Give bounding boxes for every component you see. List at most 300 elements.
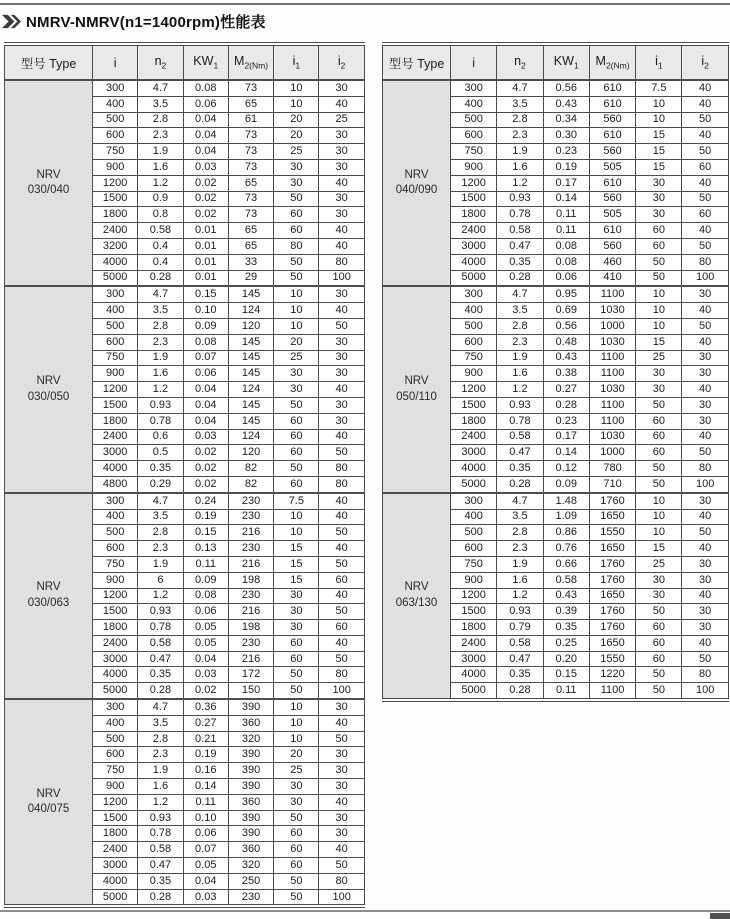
data-cell: 80 (274, 238, 319, 254)
data-cell: 100 (319, 683, 364, 699)
data-cell: 0.79 (497, 620, 543, 636)
data-cell: 4.7 (138, 493, 183, 509)
data-cell: 30 (319, 779, 364, 795)
data-cell: 216 (228, 556, 273, 572)
data-cell: 0.58 (138, 223, 183, 239)
data-cell: 60 (274, 429, 319, 445)
model-series: NRV (36, 787, 61, 800)
data-cell: 0.6 (138, 429, 183, 445)
data-cell: 10 (636, 303, 682, 319)
data-cell: 50 (319, 445, 364, 461)
data-cell: 0.11 (183, 556, 228, 572)
data-cell: 2400 (451, 223, 497, 239)
data-cell: 2400 (451, 635, 497, 651)
data-cell: 0.47 (497, 238, 543, 254)
data-cell: 0.58 (138, 842, 183, 858)
data-cell: 40 (319, 238, 364, 254)
data-cell: 40 (682, 541, 728, 557)
data-cell: 0.56 (543, 318, 589, 334)
data-cell: 60 (636, 620, 682, 636)
data-cell: 750 (451, 556, 497, 572)
data-cell: 10 (274, 699, 319, 715)
table-row (383, 493, 729, 509)
data-cell: 1030 (589, 334, 635, 350)
data-cell: 30 (682, 556, 728, 572)
data-cell: 0.35 (138, 667, 183, 683)
data-cell: 0.47 (138, 651, 183, 667)
data-cell: 0.76 (543, 541, 589, 557)
data-cell: 30 (682, 366, 728, 382)
data-cell: 0.19 (183, 747, 228, 763)
data-cell: 4000 (93, 873, 138, 889)
data-cell: 30 (682, 493, 728, 509)
data-cell: 1100 (589, 350, 635, 366)
data-cell: 300 (93, 286, 138, 302)
data-cell: 4.7 (497, 80, 543, 96)
data-cell: 1.6 (497, 366, 543, 382)
data-cell: 0.36 (183, 699, 228, 715)
data-cell: 500 (93, 731, 138, 747)
data-cell: 0.13 (183, 541, 228, 557)
data-cell: 0.04 (183, 873, 228, 889)
data-cell: 30 (319, 144, 364, 160)
data-cell: 61 (228, 112, 273, 128)
data-cell: 1.09 (543, 509, 589, 525)
data-cell: 65 (228, 175, 273, 191)
table-row (5, 80, 365, 96)
data-cell: 0.03 (183, 889, 228, 906)
data-cell: 0.04 (183, 112, 228, 128)
data-cell: 300 (93, 699, 138, 715)
data-cell: 50 (319, 731, 364, 747)
data-cell: 2400 (93, 223, 138, 239)
data-cell: 2.3 (138, 747, 183, 763)
data-cell: 50 (319, 556, 364, 572)
data-cell: 0.56 (543, 80, 589, 96)
data-cell: 0.20 (543, 651, 589, 667)
data-cell: 3.5 (138, 509, 183, 525)
data-cell: 230 (228, 588, 273, 604)
data-cell: 1800 (451, 620, 497, 636)
data-cell: 60 (636, 651, 682, 667)
data-cell: 50 (319, 651, 364, 667)
data-cell: 560 (589, 144, 635, 160)
data-cell: 198 (228, 620, 273, 636)
data-cell: 50 (636, 397, 682, 413)
data-cell: 40 (682, 96, 728, 112)
data-cell: 50 (319, 858, 364, 874)
data-cell: 0.05 (183, 635, 228, 651)
model-size: 040/075 (27, 803, 70, 816)
data-cell: 390 (228, 779, 273, 795)
data-cell: 4000 (451, 667, 497, 683)
data-cell: 1200 (93, 794, 138, 810)
data-cell: 60 (636, 429, 682, 445)
data-cell: 1.9 (138, 350, 183, 366)
data-cell: 40 (682, 429, 728, 445)
data-cell: 2.3 (497, 128, 543, 144)
data-cell: 5000 (451, 270, 497, 286)
data-cell: 0.28 (497, 683, 543, 700)
column-header: $i_2$ (682, 44, 728, 80)
data-cell: 1.48 (543, 493, 589, 509)
data-cell: 0.12 (543, 461, 589, 477)
data-cell: 60 (274, 826, 319, 842)
data-cell: 1500 (451, 191, 497, 207)
data-cell: 25 (274, 350, 319, 366)
data-cell: 0.9 (138, 191, 183, 207)
data-cell: 25 (319, 112, 364, 128)
data-cell: 900 (93, 366, 138, 382)
data-cell: 124 (228, 429, 273, 445)
model-cell (383, 493, 451, 700)
data-cell: 0.66 (543, 556, 589, 572)
data-cell: 0.09 (183, 572, 228, 588)
data-cell: 0.47 (497, 651, 543, 667)
data-cell: 30 (636, 207, 682, 223)
data-cell: 1.9 (497, 556, 543, 572)
data-cell: 30 (636, 382, 682, 398)
data-cell: 0.24 (183, 493, 228, 509)
data-cell: 0.06 (183, 604, 228, 620)
data-cell: 0.8 (138, 207, 183, 223)
data-cell: 400 (93, 509, 138, 525)
data-cell: 0.23 (543, 413, 589, 429)
data-cell: 30 (319, 350, 364, 366)
data-cell: 0.28 (543, 397, 589, 413)
data-cell: 60 (682, 159, 728, 175)
data-cell: 0.04 (183, 413, 228, 429)
data-cell: 30 (682, 620, 728, 636)
data-cell: 0.39 (543, 604, 589, 620)
data-cell: 30 (274, 382, 319, 398)
data-cell: 0.15 (543, 667, 589, 683)
data-cell: 82 (228, 476, 273, 492)
data-cell: 500 (93, 112, 138, 128)
data-cell: 50 (319, 318, 364, 334)
data-cell: 50 (274, 667, 319, 683)
data-cell: 1500 (451, 604, 497, 620)
data-cell: 3.5 (138, 715, 183, 731)
data-cell: 600 (93, 128, 138, 144)
model-size: 030/050 (27, 390, 70, 403)
data-cell: 40 (682, 509, 728, 525)
data-cell: 0.86 (543, 525, 589, 541)
data-cell: 0.93 (497, 191, 543, 207)
data-cell: 1650 (589, 588, 635, 604)
data-cell: 300 (451, 80, 497, 96)
data-cell: 40 (319, 96, 364, 112)
column-header: $M_{2(Nm)}$ (589, 44, 635, 80)
data-cell: 80 (682, 461, 728, 477)
data-cell: 500 (451, 112, 497, 128)
data-cell: 0.28 (497, 270, 543, 286)
data-cell: 0.03 (183, 159, 228, 175)
data-cell: 73 (228, 128, 273, 144)
data-cell: 40 (319, 493, 364, 509)
data-cell: 390 (228, 810, 273, 826)
data-cell: 65 (228, 96, 273, 112)
data-cell: 15 (636, 144, 682, 160)
data-cell: 0.69 (543, 303, 589, 319)
data-cell: 40 (319, 794, 364, 810)
data-cell: 30 (636, 366, 682, 382)
data-cell: 1800 (93, 826, 138, 842)
data-cell: 15 (274, 556, 319, 572)
data-cell: 30 (319, 747, 364, 763)
data-cell: 10 (636, 509, 682, 525)
data-cell: 1.2 (497, 588, 543, 604)
data-cell: 2400 (93, 842, 138, 858)
data-cell: 15 (274, 541, 319, 557)
data-cell: 0.07 (183, 350, 228, 366)
data-cell: 1.6 (138, 159, 183, 175)
data-cell: 30 (274, 588, 319, 604)
column-header: i (93, 44, 138, 80)
data-cell: 390 (228, 763, 273, 779)
data-cell: 50 (682, 238, 728, 254)
column-header: $M_{2(Nm)}$ (228, 44, 273, 80)
data-cell: 10 (274, 715, 319, 731)
data-cell: 30 (319, 159, 364, 175)
data-cell: 2.3 (138, 541, 183, 557)
model-cell (5, 493, 93, 699)
data-cell: 73 (228, 207, 273, 223)
data-cell: 145 (228, 397, 273, 413)
title-row (2, 11, 266, 32)
data-cell: 600 (451, 334, 497, 350)
data-cell: 1650 (589, 509, 635, 525)
data-cell: 0.02 (183, 683, 228, 699)
data-cell: 230 (228, 541, 273, 557)
data-cell: 50 (636, 476, 682, 492)
data-cell: 1100 (589, 397, 635, 413)
model-series: NRV (36, 168, 61, 181)
column-header: $n_2$ (138, 44, 183, 80)
data-cell: 0.43 (543, 350, 589, 366)
data-cell: 0.4 (138, 254, 183, 270)
data-cell: 100 (319, 889, 364, 906)
data-cell: 30 (319, 826, 364, 842)
data-cell: 50 (319, 604, 364, 620)
data-cell: 400 (93, 96, 138, 112)
data-cell: 500 (451, 318, 497, 334)
performance-table-left (4, 42, 365, 908)
data-cell: 410 (589, 270, 635, 286)
data-cell: 20 (274, 747, 319, 763)
data-cell: 80 (319, 667, 364, 683)
data-cell: 60 (319, 620, 364, 636)
data-cell: 5000 (451, 476, 497, 492)
data-cell: 172 (228, 667, 273, 683)
data-cell: 1030 (589, 382, 635, 398)
data-cell: 30 (274, 620, 319, 636)
model-cell (5, 286, 93, 492)
data-cell: 600 (93, 334, 138, 350)
data-cell: 390 (228, 826, 273, 842)
data-cell: 0.08 (183, 334, 228, 350)
data-cell: 2.3 (497, 334, 543, 350)
data-cell: 710 (589, 476, 635, 492)
data-cell: 50 (636, 270, 682, 286)
data-cell: 10 (274, 509, 319, 525)
page-top-rule (0, 3, 730, 5)
column-header: i (451, 44, 497, 80)
data-cell: 400 (451, 509, 497, 525)
data-cell: 50 (636, 683, 682, 700)
data-cell: 900 (451, 159, 497, 175)
data-cell: 7.5 (636, 80, 682, 96)
data-cell: 0.03 (183, 429, 228, 445)
data-cell: 40 (319, 303, 364, 319)
double-chevron-right-icon (2, 14, 21, 29)
data-cell: 1500 (451, 397, 497, 413)
data-cell: 73 (228, 191, 273, 207)
page-bottom-rule (0, 910, 730, 912)
data-cell: 60 (274, 223, 319, 239)
data-cell: 4.7 (497, 286, 543, 302)
model-series: NRV (404, 168, 429, 181)
data-cell: 2.3 (497, 541, 543, 557)
data-cell: 120 (228, 445, 273, 461)
data-cell: 65 (228, 238, 273, 254)
data-cell: 0.35 (138, 461, 183, 477)
data-cell: 0.78 (138, 620, 183, 636)
data-cell: 10 (274, 731, 319, 747)
data-cell: 320 (228, 731, 273, 747)
data-cell: 20 (274, 334, 319, 350)
data-cell: 3000 (451, 445, 497, 461)
data-cell: 1100 (589, 366, 635, 382)
data-cell: 0.01 (183, 238, 228, 254)
data-cell: 610 (589, 128, 635, 144)
data-cell: 1.9 (497, 350, 543, 366)
column-header: $KW_1$ (543, 44, 589, 80)
data-cell: 2.8 (138, 731, 183, 747)
data-cell: 0.43 (543, 588, 589, 604)
data-cell: 1220 (589, 667, 635, 683)
data-cell: 1500 (93, 191, 138, 207)
data-cell: 40 (682, 175, 728, 191)
data-cell: 300 (451, 286, 497, 302)
data-cell: 2.8 (138, 112, 183, 128)
data-cell: 1030 (589, 429, 635, 445)
data-cell: 0.11 (543, 207, 589, 223)
data-cell: 900 (93, 572, 138, 588)
model-series: NRV (404, 581, 429, 594)
data-cell: 60 (636, 413, 682, 429)
data-cell: 2400 (93, 429, 138, 445)
data-cell: 10 (274, 525, 319, 541)
data-cell: 50 (274, 397, 319, 413)
data-cell: 60 (274, 635, 319, 651)
data-cell: 0.17 (543, 429, 589, 445)
data-cell: 50 (682, 112, 728, 128)
data-cell: 1100 (589, 683, 635, 700)
data-cell: 50 (319, 525, 364, 541)
data-cell: 3200 (93, 238, 138, 254)
data-cell: 10 (636, 318, 682, 334)
data-cell: 1550 (589, 525, 635, 541)
data-cell: 5000 (93, 683, 138, 699)
model-series: NRV (36, 581, 61, 594)
data-cell: 5000 (93, 889, 138, 906)
data-cell: 60 (319, 572, 364, 588)
data-cell: 600 (451, 128, 497, 144)
data-cell: 0.17 (543, 175, 589, 191)
data-cell: 0.27 (183, 715, 228, 731)
data-cell: 80 (319, 254, 364, 270)
data-cell: 30 (319, 334, 364, 350)
table-row (383, 286, 729, 302)
data-cell: 0.02 (183, 191, 228, 207)
data-cell: 900 (93, 779, 138, 795)
data-cell: 100 (682, 476, 728, 492)
data-cell: 1000 (589, 318, 635, 334)
data-cell: 5000 (93, 270, 138, 286)
data-cell: 50 (274, 270, 319, 286)
data-cell: 300 (93, 493, 138, 509)
data-cell: 15 (636, 128, 682, 144)
data-cell: 10 (274, 96, 319, 112)
data-cell: 360 (228, 715, 273, 731)
data-cell: 25 (636, 350, 682, 366)
data-cell: 0.04 (183, 382, 228, 398)
data-cell: 3000 (93, 651, 138, 667)
data-cell: 0.08 (183, 80, 228, 96)
data-cell: 2.8 (497, 525, 543, 541)
data-cell: 30 (319, 191, 364, 207)
data-cell: 0.78 (497, 413, 543, 429)
data-cell: 1200 (451, 175, 497, 191)
data-cell: 0.28 (138, 683, 183, 699)
data-cell: 560 (589, 238, 635, 254)
data-cell: 400 (451, 303, 497, 319)
data-cell: 0.58 (138, 635, 183, 651)
data-cell: 50 (274, 810, 319, 826)
data-cell: 40 (682, 223, 728, 239)
data-cell: 0.11 (543, 683, 589, 700)
data-cell: 50 (682, 525, 728, 541)
data-cell: 0.78 (138, 826, 183, 842)
data-cell: 30 (274, 175, 319, 191)
data-cell: 15 (636, 334, 682, 350)
data-cell: 0.06 (543, 270, 589, 286)
data-cell: 1500 (93, 397, 138, 413)
data-cell: 30 (636, 572, 682, 588)
data-cell: 1200 (93, 175, 138, 191)
data-cell: 10 (274, 80, 319, 96)
data-cell: 30 (682, 604, 728, 620)
data-cell: 40 (319, 635, 364, 651)
data-cell: 0.35 (543, 620, 589, 636)
data-cell: 30 (274, 159, 319, 175)
data-cell: 1.2 (138, 382, 183, 398)
data-cell: 60 (274, 651, 319, 667)
column-header: 型号 Type (5, 44, 93, 80)
data-cell: 0.35 (497, 254, 543, 270)
data-cell: 360 (228, 794, 273, 810)
data-cell: 30 (319, 80, 364, 96)
data-cell: 30 (682, 350, 728, 366)
data-cell: 120 (228, 318, 273, 334)
data-cell: 216 (228, 525, 273, 541)
data-cell: 10 (274, 303, 319, 319)
data-cell: 4.7 (138, 286, 183, 302)
data-cell: 30 (636, 191, 682, 207)
model-size: 040/090 (395, 184, 438, 197)
data-cell: 610 (589, 80, 635, 96)
